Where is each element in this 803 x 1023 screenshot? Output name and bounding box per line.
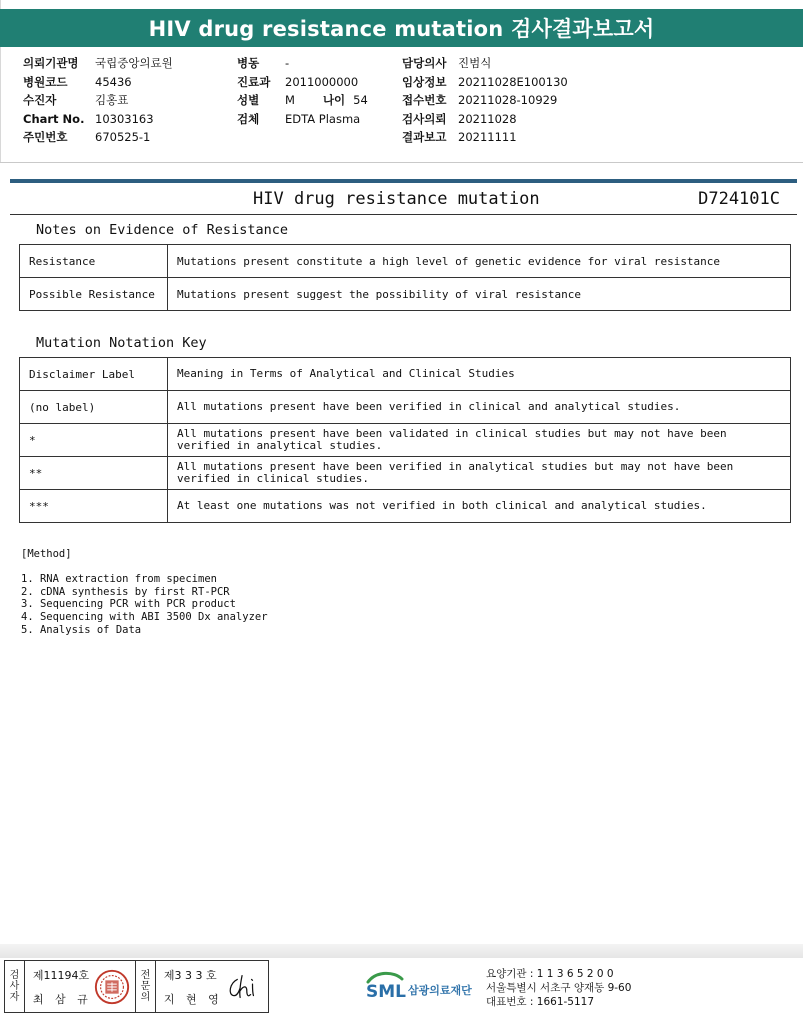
table-cell-label: ** [20, 457, 168, 490]
specialist-label [136, 961, 156, 1012]
info-value: EDTA Plasma [285, 111, 361, 126]
info-value: 김홍표 [95, 93, 129, 107]
tester-label [5, 961, 25, 1012]
info-value: 20211028E100130 [458, 74, 568, 89]
table-row [20, 358, 791, 391]
table-cell-label: * [20, 424, 168, 457]
specialist-label-char: 문 [140, 981, 151, 992]
lab-info-line: 대표번호 : 1661-5117 [486, 996, 595, 1008]
table-cell-label: (no label) [20, 391, 168, 424]
table-row [20, 490, 791, 523]
info-row [23, 54, 173, 73]
info-row [23, 73, 173, 92]
specialist-name: 지 현 영 [163, 993, 223, 1006]
info-label: 담당의사 [402, 56, 447, 70]
table-cell-text: Mutations present suggest the possibility of viral resistance [168, 278, 791, 311]
info-value: 국립중앙의료원 [95, 56, 173, 70]
info-label: 임상정보 [402, 74, 447, 89]
info-value: 진범식 [458, 56, 492, 70]
table-row [20, 424, 791, 457]
table-row [20, 278, 791, 311]
info-label: 검체 [237, 111, 260, 126]
info-row [402, 110, 568, 129]
age-value: 54 [353, 93, 368, 107]
info-row [23, 91, 173, 110]
info-label: 결과보고 [402, 130, 447, 144]
method-section [21, 548, 268, 637]
lab-info-line: 요양기관 : 1 1 3 6 5 2 0 0 [486, 968, 614, 980]
report-header [0, 9, 803, 47]
specialist-cell [156, 961, 268, 1012]
method-step: 5. Analysis of Data [21, 623, 142, 636]
lab-info-line: 서울특별시 서초구 양재동 9-60 [486, 982, 632, 994]
test-title: HIV drug resistance mutation [253, 189, 540, 209]
info-value: M [285, 93, 295, 107]
info-label: 의뢰기관명 [23, 56, 79, 70]
evidence-heading: Notes on Evidence of Resistance [36, 222, 288, 238]
info-value: 20211028 [458, 111, 517, 126]
title-underline [10, 214, 797, 215]
patient-info-col1 [23, 54, 173, 147]
table-row [20, 391, 791, 424]
tester-label-char: 검 [9, 970, 20, 981]
info-row [402, 91, 568, 110]
tester-label-char: 사 [9, 981, 20, 992]
table-cell-text: Meaning in Terms of Analytical and Clinical Studies [168, 358, 791, 391]
age-label: 나이 [322, 93, 346, 107]
tester-number: 제11194호 [32, 969, 90, 982]
info-label: 주민번호 [23, 130, 68, 144]
info-row [237, 91, 368, 110]
info-row [23, 110, 173, 129]
info-value: 10303163 [95, 111, 154, 126]
info-value: 20211111 [458, 130, 517, 144]
test-code: D724101C [698, 189, 780, 209]
lab-name: 삼광의료재단 [408, 984, 472, 997]
method-step: 2. cDNA synthesis by first RT-PCR [21, 585, 230, 598]
info-label: 수진자 [23, 93, 57, 107]
table-cell-label: Possible Resistance [20, 278, 168, 311]
specialist-label-char: 의 [140, 992, 151, 1003]
info-value: - [285, 56, 290, 70]
sml-logo [364, 967, 479, 1007]
tester-label-char: 자 [9, 992, 20, 1003]
handwritten-signature-icon [224, 971, 262, 1003]
table-cell-label: Disclaimer Label [20, 358, 168, 391]
table-row [20, 457, 791, 490]
patient-info-col3 [402, 54, 568, 147]
method-step: 1. RNA extraction from specimen [21, 572, 217, 585]
logo-text: SML [366, 982, 406, 1002]
info-label: 병원코드 [23, 74, 68, 89]
signature-box [4, 960, 269, 1013]
info-label: Chart No. [23, 111, 85, 126]
table-cell-text: At least one mutations was not verified in both clinical and analytical studies. [168, 490, 791, 523]
info-row [237, 73, 368, 92]
footer-band [0, 944, 803, 958]
evidence-table [19, 244, 791, 311]
table-cell-label: *** [20, 490, 168, 523]
specialist-label-char: 전 [140, 970, 151, 981]
info-label: 성별 [237, 93, 260, 107]
method-step: 3. Sequencing PCR with PCR product [21, 598, 236, 611]
info-row [23, 128, 173, 147]
info-label: 접수번호 [402, 93, 447, 107]
info-value: 2011000000 [285, 74, 359, 89]
table-row [20, 245, 791, 278]
test-title-bar [10, 187, 797, 213]
method-heading: [Method] [21, 548, 72, 560]
tester-cell [25, 961, 136, 1012]
info-label: 진료과 [237, 74, 271, 89]
info-value: 670525-1 [95, 130, 151, 144]
table-cell-text: All mutations present have been verified in clinical and analytical studies. [168, 391, 791, 424]
info-label: 병동 [237, 56, 260, 70]
seal-stamp-icon [93, 968, 131, 1006]
patient-info-col2 [237, 54, 368, 128]
info-value: 45436 [95, 74, 132, 89]
specialist-number: 제3 3 3 호 [163, 969, 217, 982]
lab-info [486, 967, 631, 1009]
notation-heading: Mutation Notation Key [36, 335, 207, 351]
info-row [237, 110, 368, 129]
header-divider [0, 162, 803, 163]
notation-table [19, 357, 791, 523]
title-rule [10, 179, 797, 183]
info-label: 검사의뢰 [402, 111, 447, 126]
info-row [402, 54, 568, 73]
info-row [402, 73, 568, 92]
method-step: 4. Sequencing with ABI 3500 Dx analyzer [21, 611, 268, 624]
table-cell-text: All mutations present have been validated in clinical studies but may not have been verified in analytical studies. [168, 424, 791, 457]
report-header-title: HIV drug resistance mutation 검사결과보고서 [148, 17, 655, 41]
table-cell-label: Resistance [20, 245, 168, 278]
info-row [237, 54, 368, 73]
table-cell-text: Mutations present constitute a high level of genetic evidence for viral resistance [168, 245, 791, 278]
info-row [402, 128, 568, 147]
table-cell-text: All mutations present have been verified in analytical studies but may not have been verified in clinical studies. [168, 457, 791, 490]
tester-name: 최 삼 규 [32, 993, 92, 1006]
info-value: 20211028-10929 [458, 93, 558, 107]
